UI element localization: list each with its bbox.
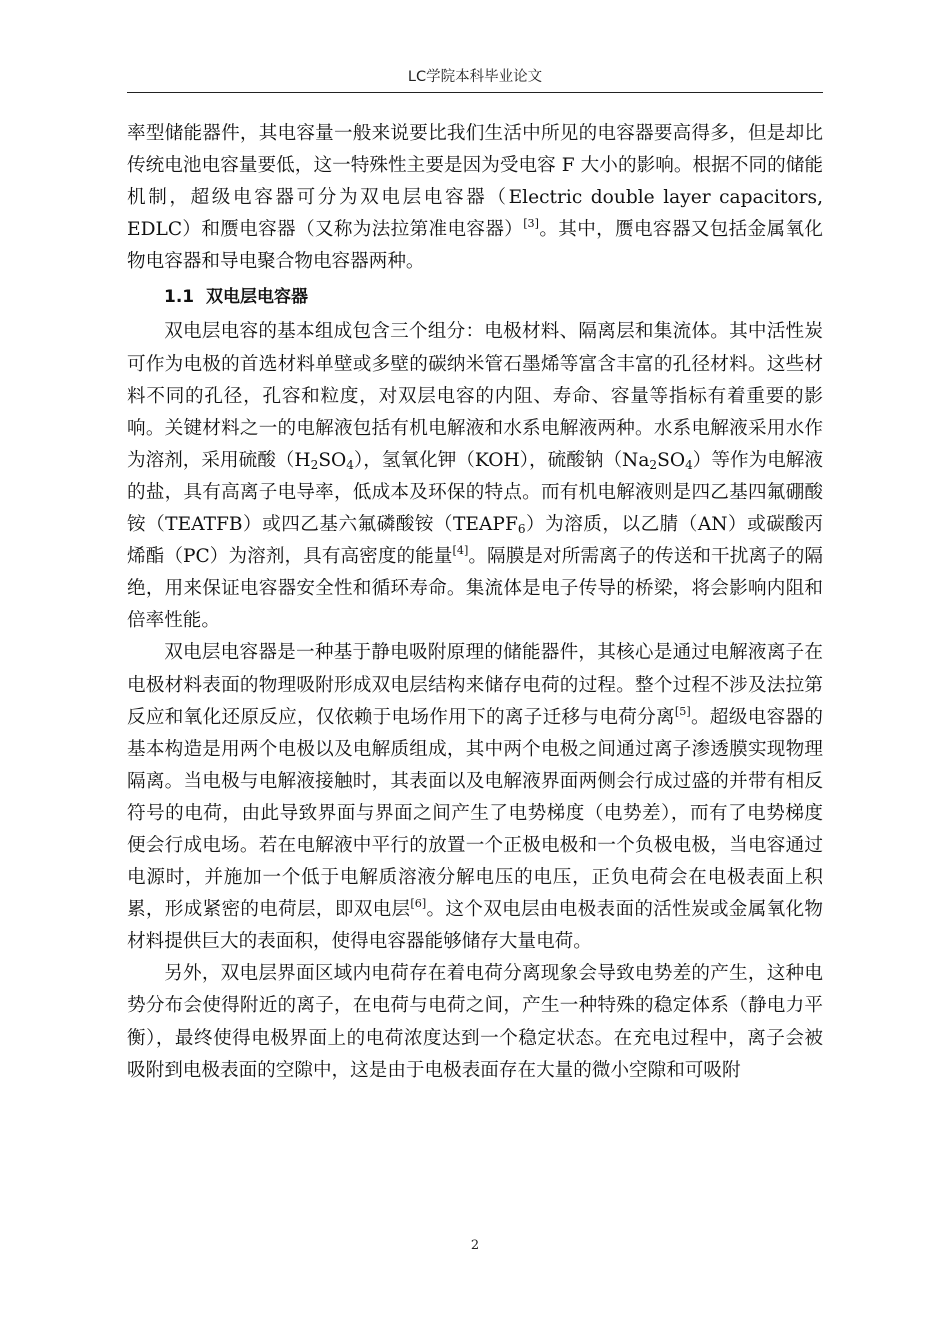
paragraph xyxy=(127,637,823,958)
text-run: ）为溶质，以乙腈（AN）或碳酸丙烯酯（PC）为溶剂，具有高密度的能量 xyxy=(127,514,823,568)
subscript: 4 xyxy=(685,457,693,472)
citation: [4] xyxy=(452,544,469,558)
text-run: 另外，双电层界面区域内电荷存在着电荷分离现象会导致电势差的产生，这种电势分布会使得附近的离子，在电荷与电荷之间，产生一种特殊的稳定体系（静电力平衡），最终使得电极界面上的电荷浓度达到一个稳定状态。在充电过程中，离子会被吸附到电极表面的空隙中，这是由于电极表面存在大量的微小空隙和可吸附 xyxy=(127,963,823,1081)
text-run: SO xyxy=(318,449,347,471)
text-run: 。隔膜是对所需离子的传送和干扰离子的隔绝，用来保证电容器安全性和循环寿命。集流体是电子传导的桥梁，将会影响内阻和倍率性能。 xyxy=(127,546,823,632)
text-run: 双电层电容器是一种基于静电吸附原理的储能器件，其核心是通过电解液离子在电极材料表面的物理吸附形成双电层结构来储存电荷的过程。整个过程不涉及法拉第反应和氧化还原反应，仅依赖于电场作用下的离子迁移与电荷分离 xyxy=(127,642,823,728)
section-number: 1.1 xyxy=(164,287,195,308)
section-title: 双电层电容器 xyxy=(205,287,308,308)
subscript: 2 xyxy=(310,457,319,472)
text-run: SO xyxy=(657,449,686,471)
citation: [3] xyxy=(523,217,539,231)
text-run: ）等作为电解液的盐，具有高离子电导率，低成本及环保的特点。而有机电解液则是四乙基四氟硼酸铵（TEATFB）或四乙基六氟磷酸铵（TEAPF xyxy=(127,449,823,536)
text-run: ），氢氧化钾（KOH），硫酸钠（Na xyxy=(353,449,650,471)
paragraph xyxy=(127,958,823,1086)
thesis-body xyxy=(127,118,823,1087)
text-run: 。这个双电层由电极表面的活性炭或金属氧化物材料提供巨大的表面积，使得电容器能够储存大量电荷。 xyxy=(127,899,823,953)
paragraph-continued xyxy=(127,118,823,278)
text-run: 双电层电容的基本组成包含三个组分：电极材料、隔离层和集流体。其中活性炭可作为电极的首选材料单壁或多壁的碳纳米管石墨烯等富含丰富的孔径材料。这些材料不同的孔径，孔容和粒度，对双层电容的内阻、寿命、容量等指标有着重要的影响。关键材料之一的电解液包括有机电解液和水系电解液两种。水系电解液采用水作为溶剂，采用硫酸（H xyxy=(127,321,823,471)
text-run: 率型储能器件，其电容量一般来说要比我们生活中所见的电容器要高得多，但是却比传统电池电容量要低，这一特殊性主要是因为受电容 F 大小的影响。根据不同的储能机制，超级电容器可分为双电层电容器（Electric double layer capacitors, EDLC）和赝电容器（又称为法拉第准电容器） xyxy=(127,123,823,241)
page-number: 2 xyxy=(470,1238,480,1253)
subscript: 2 xyxy=(649,457,658,472)
paragraph xyxy=(127,316,823,637)
text-run: 。超级电容器的基本构造是用两个电极以及电解质组成，其中两个电极之间通过离子渗透膜实现物理隔离。当电极与电解液接触时，其表面以及电解液界面两侧会行成过盛的并带有相反符号的电荷，由此导致界面与界面之间产生了电势梯度（电势差），而有了电势梯度便会行成电场。若在电解液中平行的放置一个正极电极和一个负极电极，当电容通过电源时，并施加一个低于电解质溶液分解电压的电压，正负电荷会在电极表面上积累，形成紧密的电荷层，即双电层 xyxy=(127,706,823,921)
subscript: 4 xyxy=(346,457,354,472)
citation: [6] xyxy=(410,897,427,911)
running-header: LC学院本科毕业论文 xyxy=(407,69,543,85)
citation: [5] xyxy=(674,704,691,718)
text-run: 。其中，赝电容器又包括金属氧化物电容器和导电聚合物电容器两种。 xyxy=(127,219,823,273)
subscript: 6 xyxy=(517,522,526,537)
section-heading xyxy=(127,278,823,316)
header-rule xyxy=(127,92,823,93)
